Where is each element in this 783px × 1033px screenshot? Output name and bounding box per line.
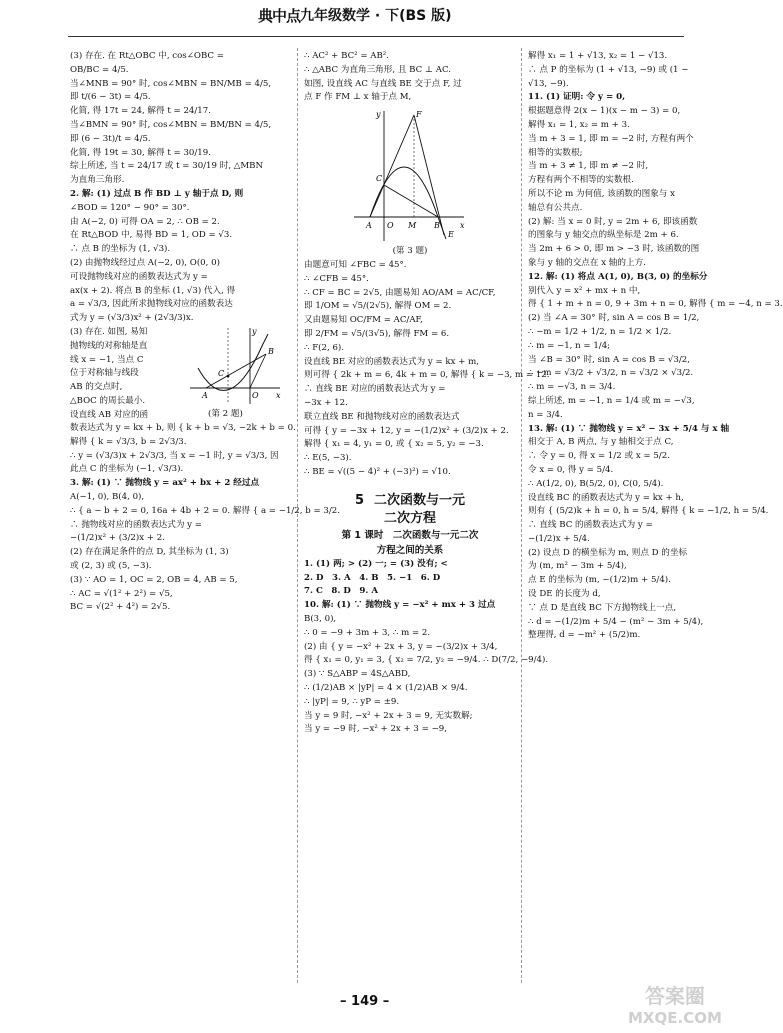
text-line: 根据题意得 2(x − 1)(x − m − 3) = 0, xyxy=(528,106,681,117)
lesson-title-line1: 第 1 课时 二次函数与一元二次 xyxy=(341,529,479,541)
text-line: ∴ 直线 BE 对应的函数表达式为 y = xyxy=(304,384,446,395)
text-line: 即 1/OM = √5/(2√5), 解得 OM = 2. xyxy=(304,301,452,312)
text-line: 解得 x₁ = 1, x₂ = m + 3. xyxy=(528,119,630,130)
text-line: 相交于 A, B 两点, 与 y 轴相交于点 C, xyxy=(528,437,674,448)
text-line: 令 x = 0, 得 y = 5/4. xyxy=(528,464,614,475)
text-line: (3) ∵ S△ABP = 4S△ABD, xyxy=(304,669,411,680)
text-line: ∴ AC = √(1² + 2²) = √5, xyxy=(70,588,173,599)
label-O: O xyxy=(387,221,394,231)
text-line: 式为 y = (√3/3)x² + (2√3/3)x. xyxy=(70,313,194,324)
answers-2-6: 2. D 3. A 4. B 5. −1 6. D xyxy=(304,572,441,583)
text-line: (2) 由 { y = −x² + 2x + 3, y = −(3/2)x + 3/4, xyxy=(304,641,498,652)
text-line: ∴ 直线 BC 的函数表达式为 y = xyxy=(528,520,653,531)
label-A: A xyxy=(202,390,208,400)
label-C: C xyxy=(376,174,383,184)
text-line: ax(x + 2). 将点 B 的坐标 (1, √3) 代入, 得 xyxy=(70,285,236,296)
text-line: ∴ −m = 1/2 + 1/2, n = 1/2 × 1/2. xyxy=(528,326,672,337)
text-line: (3) 存在. 在 Rt△OBC 中, cos∠OBC = xyxy=(70,51,224,61)
text-line: (2) 设点 D 的横坐标为 m, 则点 D 的坐标 xyxy=(528,547,688,558)
text-line: △BOC 的周长最小. xyxy=(70,395,146,406)
column-divider-2 xyxy=(521,48,522,983)
text-line: OB/BC = 4/5. xyxy=(70,64,129,75)
text-line: (2) 当 ∠A = 30° 时, sin A = cos B = 1/2, xyxy=(528,313,700,324)
label-y: y xyxy=(252,326,257,336)
text-line: (3) ∵ AO = 1, OC = 2, OB = 4, AB = 5, xyxy=(70,574,238,585)
text-line: 设直线 BC 的函数表达式为 y = kx + h, xyxy=(528,492,684,503)
text-line: 即 (6 − 3t)/t = 4/5. xyxy=(70,133,151,144)
figure-2-block xyxy=(70,326,288,422)
section-title-line2: 二次方程 xyxy=(383,510,436,526)
text-line: 设 DE 的长度为 d, xyxy=(528,589,601,600)
text-line: 联立直线 BE 和抛物线对应的函数表达式 xyxy=(304,411,460,422)
text-line: ∴ F(2, 6). xyxy=(304,342,344,353)
text-line: √13, −9). xyxy=(528,78,569,89)
text-line: 由题意可知 ∠FBC = 45°. xyxy=(304,259,407,270)
watermark-line1: 答案圈 xyxy=(644,984,705,1008)
text-line: 如图, 设直线 AC 与直线 BE 交于点 F, 过 xyxy=(304,78,462,89)
text-line: 当 ∠B = 30° 时, sin A = cos B = √3/2, xyxy=(528,354,690,365)
label-E: E xyxy=(448,230,454,240)
text-line: −(1/2)x² + (3/2)x + 2. xyxy=(70,533,165,544)
figure-3-diagram xyxy=(304,107,516,245)
text-line: 当∠BMN = 90° 时, cos∠MBN = BM/BN = 4/5, xyxy=(70,119,272,130)
text-line: 抛物线的对称轴是直 xyxy=(70,340,148,351)
text-line: 为直角三角形. xyxy=(70,175,125,186)
text-line: 当∠MNB = 90° 时, cos∠MBN = BN/MB = 4/5, xyxy=(70,78,272,89)
text-line: 在 Rt△BOD 中, 易得 BD = 1, OD = √3. xyxy=(70,230,233,241)
text-line: 即 2/FM = √5/(3√5), 解得 FM = 6. xyxy=(304,328,450,339)
text-line: ∴ { a − b + 2 = 0, 16a + 4b + 2 = 0. 解得 { a = −1/2, b = 3/2. xyxy=(70,505,340,516)
header-rule xyxy=(68,36,684,37)
text-line: n = 3/4. xyxy=(528,409,563,420)
book-logo: 典中点 xyxy=(258,7,301,25)
watermark-line2: MXQE.COM xyxy=(628,1009,722,1027)
text-line: 点 F 作 FM ⊥ x 轴于点 M, xyxy=(304,92,412,103)
question-3-start: 3. 解: (1) ∵ 抛物线 y = ax² + bx + 2 经过点 xyxy=(70,478,260,489)
text-line: ∴ d = −(1/2)m + 5/4 − (m² − 3m + 5/4), xyxy=(528,616,704,627)
label-A: A xyxy=(366,221,372,231)
text-line: ∴ |yP| = 9, ∴ yP = ±9. xyxy=(304,696,400,707)
text-line: 可得 { y = −3x + 12, y = −(1/2)x² + (3/2)x + 2. xyxy=(304,425,509,436)
text-line: (3) 存在. 如图, 易知 xyxy=(70,326,148,337)
text-line: 当 m + 3 ≠ 1, 即 m ≠ −2 时, xyxy=(528,161,649,172)
text-line: 解得 { x₁ = 4, y₁ = 0, 或 { x₂ = 5, y₂ = −3. xyxy=(304,439,484,450)
label-B: B xyxy=(434,221,440,231)
text-line: 为 (m, m² − 3m + 5/4), xyxy=(528,561,627,572)
text-line: 当 y = −9 时, −x² + 2x + 3 = −9, xyxy=(304,724,447,735)
text-line: ∴ △ABC 为直角三角形, 且 BC ⊥ AC. xyxy=(304,64,451,75)
question-13-start: 13. 解: (1) ∵ 抛物线 y = x² − 3x + 5/4 与 x 轴 xyxy=(528,423,730,434)
text-line: ∴ CF = BC = 2√5, 由题易知 AO/AM = AC/CF, xyxy=(304,287,496,298)
text-line: (2) 由抛物线经过点 A(−2, 0), O(0, 0) xyxy=(70,257,220,268)
text-line: 别代入 y = x² + mx + n 中, xyxy=(528,285,641,296)
text-line: 所以不论 m 为何值, 该函数的图象与 x xyxy=(528,188,675,199)
label-O: O xyxy=(252,390,259,400)
text-line: 化简, 得 19t = 30, 解得 t = 30/19. xyxy=(70,147,211,158)
text-line: 则有 { (5/2)k + h = 0, h = 5/4, 解得 { k = −1/2, h = 5/4. xyxy=(528,506,769,517)
text-line: 则可得 { 2k + m = 6, 4k + m = 0, 解得 { k = −3, m = 12. xyxy=(304,370,550,381)
text-line: 解得 { k = √3/3, b = 2√3/3. xyxy=(70,436,187,447)
label-C: C xyxy=(218,368,225,378)
text-line: 此点 C 的坐标为 (−1, √3/3). xyxy=(70,464,184,475)
text-line: ∠BOD = 120° − 90° = 30°. xyxy=(70,202,190,213)
label-F: F xyxy=(416,110,422,120)
figure-2-caption: (第 2 题) xyxy=(208,408,243,419)
text-line: 得 { 1 + m + n = 0, 9 + 3m + n = 0, 解得 { m = −4, n = 3. xyxy=(528,299,783,310)
text-line: 数表达式为 y = kx + b, 则 { k + b = √3, −2k + b = 0. xyxy=(70,422,296,433)
text-line: ∴ AC² + BC² = AB². xyxy=(304,51,389,61)
text-line: 相等的实数根; xyxy=(528,147,583,158)
text-line: BC = √(2² + 4²) = 2√5. xyxy=(70,602,171,613)
text-line: AB 的交点时, xyxy=(70,382,123,393)
text-line: ∴ 点 P 的坐标为 (1 + √13, −9) 或 (1 − xyxy=(528,64,689,75)
section-title-line1: 二次函数与一元 xyxy=(374,492,466,508)
text-line: 位于对称轴与线段 xyxy=(70,368,139,379)
question-10-start: 10. 解: (1) ∵ 抛物线 y = −x² + mx + 3 过点 xyxy=(304,600,496,611)
text-line: ∴ (1/2)AB × |yP| = 4 × (1/2)AB × 9/4. xyxy=(304,682,468,693)
text-line: 点 E 的坐标为 (m, −(1/2)m + 5/4). xyxy=(528,575,671,586)
text-line: ∴ E(5, −3). xyxy=(304,453,352,464)
text-line: −3x + 12. xyxy=(304,397,348,408)
text-line: ∴ y = (√3/3)x + 2√3/3, 当 x = −1 时, y = √3/3, 因 xyxy=(70,450,279,461)
text-line: B(3, 0), xyxy=(304,613,337,624)
question-12-start: 12. 解: (1) 将点 A(1, 0), B(3, 0) 的坐标分 xyxy=(528,271,708,282)
text-line: −(1/2)x + 5/4. xyxy=(528,533,590,544)
section-heading xyxy=(304,492,516,510)
page-header xyxy=(0,0,750,40)
text-line: ∴ ∠CFB = 45°. xyxy=(304,273,369,284)
text-line: ∴ A(1/2, 0), B(5/2, 0), C(0, 5/4). xyxy=(528,478,664,489)
text-line: 象与 y 轴的交点在 x 轴的上方. xyxy=(528,257,646,268)
text-line: 得 { x₁ = 0, y₁ = 3, { x₂ = 7/2, y₂ = −9/4. ∴ D(7/2, −9/4). xyxy=(304,655,549,666)
text-line: 设直线 AB 对应的函 xyxy=(70,409,149,420)
text-line: (2) 解: 当 x = 0 时, y = 2m + 6, 即该函数 xyxy=(528,216,698,227)
label-x: x xyxy=(460,221,465,231)
text-line: 方程有两个不相等的实数根. xyxy=(528,175,634,186)
text-line: 可设抛物线对应的函数表达式为 y = xyxy=(70,271,208,282)
watermark xyxy=(628,985,722,1029)
label-x: x xyxy=(276,390,281,400)
text-line: ∴ 0 = −9 + 3m + 3, ∴ m = 2. xyxy=(304,627,431,638)
text-line: 综上所述, m = −1, n = 1/4 或 m = −√3, xyxy=(528,395,695,406)
text-line: 综上所述, 当 t = 24/17 或 t = 30/19 时, △MBN xyxy=(70,161,264,172)
text-line: 又由题易知 OC/FM = AC/AF, xyxy=(304,315,423,326)
text-line: (2) 存在满足条件的点 D, 其坐标为 (1, 3) xyxy=(70,547,229,558)
question-2-start: 2. 解: (1) 过点 B 作 BD ⊥ y 轴于点 D, 则 xyxy=(70,188,244,199)
text-line: ∵ 点 D 是直线 BC 下方抛物线上一点, xyxy=(528,602,677,613)
text-line: 或 (2, 3) 或 (5, −3). xyxy=(70,560,152,571)
text-line: 化简, 得 17t = 24, 解得 t = 24/17. xyxy=(70,106,211,117)
question-11-start: 11. (1) 证明: 令 y = 0, xyxy=(528,92,626,103)
text-line: 当 m + 3 = 1, 即 m = −2 时, 方程有两个 xyxy=(528,133,694,144)
text-line: 整理得, d = −m² + (5/2)m. xyxy=(528,630,641,641)
figure-3-caption: (第 3 题) xyxy=(392,246,428,257)
text-line: 设直线 BE 对应的函数表达式为 y = kx + m, xyxy=(304,356,480,367)
lesson-title-line2: 方程之间的关系 xyxy=(376,544,444,556)
figure-2-diagram xyxy=(188,326,284,408)
text-line: ∴ BE = √((5 − 4)² + (−3)²) = √10. xyxy=(304,466,451,477)
text-line: 当 2m + 6 > 0, 即 m > −3 时, 该函数的图 xyxy=(528,244,700,255)
page-title: 九年级数学 · 下(BS 版) xyxy=(300,8,452,24)
column-3 xyxy=(528,50,783,985)
text-line: ∴ 令 y = 0, 得 x = 1/2 或 x = 5/2. xyxy=(528,451,670,462)
text-line: ∴ 抛物线对应的函数表达式为 y = xyxy=(70,519,202,530)
page-number: – 149 – xyxy=(340,994,390,1009)
label-B: B xyxy=(268,346,274,356)
text-line: ∴ m = −1, n = 1/4; xyxy=(528,340,611,351)
section-number: 5 xyxy=(354,492,365,508)
text-line: 轴总有公共点. xyxy=(528,202,583,213)
text-line: ∴ m = −√3, n = 3/4. xyxy=(528,382,616,393)
text-line: 由 A(−2, 0) 可得 OA = 2, ∴ OB = 2. xyxy=(70,216,220,227)
text-line: ∴ −m = √3/2 + √3/2, n = √3/2 × √3/2. xyxy=(528,368,694,379)
answers-1: 1. (1) 两; > (2) 一; = (3) 没有; < xyxy=(304,558,448,569)
answers-7-9: 7. C 8. D 9. A xyxy=(304,586,379,597)
text-line: 的图象与 y 轴交点的纵坐标是 2m + 6. xyxy=(528,230,679,241)
text-line: 解得 x₁ = 1 + √13, x₂ = 1 − √13. xyxy=(528,51,668,61)
text-line: 线 x = −1, 当点 C xyxy=(70,354,144,365)
text-line: A(−1, 0), B(4, 0), xyxy=(70,491,145,502)
label-y: y xyxy=(376,110,381,120)
text-line: 当 y = 9 时, −x² + 2x + 3 = 9, 无实数解; xyxy=(304,710,473,721)
label-M: M xyxy=(408,221,417,231)
text-line: 即 t/(6 − 3t) = 4/5. xyxy=(70,92,151,103)
text-line: ∴ 点 B 的坐标为 (1, √3). xyxy=(70,244,171,255)
text-line: a = √3/3, 因此所求抛物线对应的函数表达 xyxy=(70,299,233,310)
